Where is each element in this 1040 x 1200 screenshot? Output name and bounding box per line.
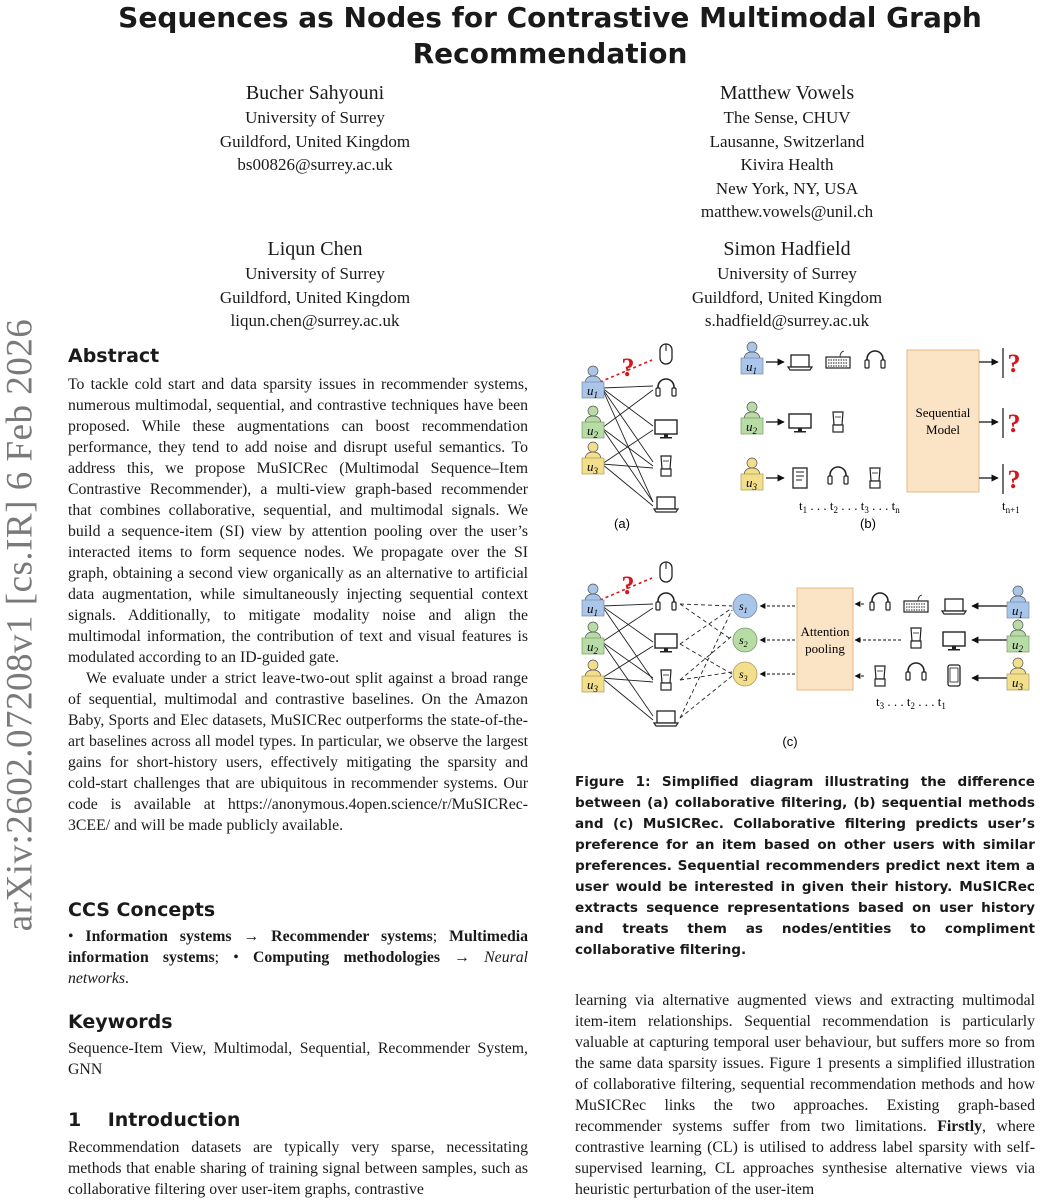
blender-icon bbox=[833, 412, 843, 432]
ccs-concepts bbox=[68, 926, 528, 989]
section-title: Introduction bbox=[107, 1109, 241, 1131]
blender-icon bbox=[661, 670, 671, 690]
keywords-heading: Keywords bbox=[68, 1011, 173, 1033]
author-email[interactable]: matthew.vowels@unil.ch bbox=[700, 202, 874, 221]
panel-label: (c) bbox=[782, 734, 798, 749]
user-label: $u_1$ bbox=[1012, 603, 1023, 620]
ccs-item: Neural networks bbox=[68, 949, 529, 987]
headphone-icon bbox=[865, 351, 885, 368]
abstract-paragraph-1: To tackle cold start and data sparsity issues in recommender systems, numerous multimodal, sequential, and contrastive techniques have been proposed. While these augmentations can boost recommendation performance, they tend to add noise and disrupt useful semantics. To address this, we propose MuSICRec (Multimodal Sequence–Item Contrastive Recommender), a multi-view graph-based recommender that combines collaborative, sequential, and multimodal signals. We build a sequence-item (SI) view by attention pooling over the user’s interacted items to form sequence nodes. We propagate over the SI graph, obtaining a second view organically as an alternative to artificial data augmentation, while simultaneously injecting sequential context signals. Additionally, to mitigate modality noise and align the multimodal information, the contribution of text and visual features is modulated according to an ID-guided gate. bbox=[68, 376, 528, 666]
panel-label: (b) bbox=[860, 516, 876, 531]
author-location: Guildford, United Kingdom bbox=[219, 131, 411, 151]
panel-b bbox=[741, 342, 1021, 531]
arxiv-stamp-text: arXiv:2602.07208v1 [cs.IR] 6 Feb 2026 bbox=[0, 318, 41, 932]
abstract-body bbox=[68, 374, 528, 836]
headphone-icon bbox=[870, 593, 890, 610]
ccs-arrow: → bbox=[454, 949, 470, 966]
blender-icon bbox=[875, 666, 885, 686]
author-affiliation: University of Surrey bbox=[717, 264, 857, 283]
author-block-1 bbox=[165, 80, 465, 177]
user-label: $u_2$ bbox=[746, 419, 757, 436]
author-block-4 bbox=[637, 236, 937, 333]
arxiv-stamp bbox=[0, 0, 40, 1200]
headphone-icon bbox=[828, 467, 848, 484]
user-icon bbox=[1010, 620, 1026, 638]
panel-a bbox=[582, 344, 678, 531]
abstract-heading: Abstract bbox=[68, 345, 160, 367]
user-icon bbox=[585, 622, 601, 640]
user-icon bbox=[1010, 658, 1026, 676]
user-icon bbox=[1010, 586, 1026, 604]
ccs-item: Multimedia information systems bbox=[68, 928, 529, 966]
question-icon bbox=[1008, 409, 1021, 438]
ccs-end: . bbox=[125, 970, 129, 987]
author-location: Guildford, United Kingdom bbox=[691, 287, 883, 307]
user-label: $u_3$ bbox=[746, 475, 757, 492]
blender-icon bbox=[870, 468, 880, 488]
author-block-3 bbox=[165, 236, 465, 333]
figure-caption: Figure 1: Simplified diagram illustrating the difference between (a) collaborative filtering, (b) sequential methods and (c) MuSICRec. Collaborative filtering predicts user’s preference for an item based on other users with similar preferences. Sequential recommenders predict next item a user would be interested in given their history. MuSICRec extracts sequence representations based on user history and treats them as nodes/entities to compliment collaborative filtering. bbox=[575, 774, 1035, 958]
headphone-icon bbox=[656, 593, 676, 610]
blender-icon bbox=[911, 628, 921, 648]
user-icon bbox=[585, 442, 601, 460]
author-email[interactable]: liqun.chen@surrey.ac.uk bbox=[230, 311, 400, 330]
monitor-icon bbox=[655, 634, 677, 653]
user-label: $u_3$ bbox=[587, 677, 598, 694]
monitor-icon bbox=[655, 420, 677, 439]
panel-c bbox=[582, 562, 1029, 749]
section-number: 1 bbox=[68, 1109, 82, 1131]
mouse-icon bbox=[660, 562, 672, 582]
user-label: $u_3$ bbox=[587, 459, 598, 476]
author-location: Guildford, United Kingdom bbox=[219, 287, 411, 307]
user-icon bbox=[744, 458, 760, 476]
monitor-icon bbox=[943, 632, 965, 651]
attention-pooling-label: Attention bbox=[800, 624, 850, 639]
user-label: $u_2$ bbox=[587, 639, 598, 656]
question-icon bbox=[622, 353, 635, 382]
user-label: $u_2$ bbox=[587, 423, 598, 440]
user-label: $u_1$ bbox=[587, 383, 598, 400]
user-icon bbox=[585, 584, 601, 602]
time-axis-c: $t_3$ . . . $t_2$ . . . $t_1$ bbox=[876, 694, 946, 711]
author-email[interactable]: s.hadfield@surrey.ac.uk bbox=[704, 311, 870, 330]
question-icon bbox=[1008, 349, 1021, 378]
intro-heading bbox=[68, 1108, 240, 1132]
ccs-bullet: • bbox=[68, 928, 74, 945]
laptop-icon bbox=[654, 711, 678, 726]
ccs-item: Information systems bbox=[85, 928, 232, 945]
author-name: Simon Hadfield bbox=[723, 238, 851, 260]
panel-label: (a) bbox=[614, 516, 630, 531]
author-affiliation: The Sense, CHUV bbox=[723, 108, 851, 127]
ccs-bullet: • bbox=[233, 949, 239, 966]
tablet-icon bbox=[793, 468, 807, 488]
ccs-separator: ; bbox=[214, 949, 220, 966]
keyboard-icon bbox=[826, 351, 850, 368]
sequence-node-label: $s_1$ bbox=[739, 599, 748, 615]
intro-left-text: Recommendation datasets are typically very sparse, necessitating methods that enable sharing of training signal between samples, such as collaborative filtering over user-item graphs, contrastive bbox=[68, 1139, 528, 1198]
author-name: Matthew Vowels bbox=[719, 82, 855, 104]
abstract-paragraph-2: We evaluate under a strict leave-two-out split against a broad range of sequential, multimodal and contrastive baselines. On the Amazon Baby, Sports and Elec datasets, MuSICRec outperforms the state-of-the-art baselines across all model types. In particular, we observe the largest gains for short-history users, effectively mitigating the sparsity and cold-start challenges that are ubiquitous in recommender systems. Our code is available at https://anonymous.4open.science/r/MuSICRec-3CEE/ and will be made publicly available. bbox=[68, 670, 528, 834]
user-icon bbox=[585, 660, 601, 678]
author-affiliation: Kivira Health bbox=[740, 155, 834, 174]
author-email[interactable]: bs00826@surrey.ac.uk bbox=[237, 155, 393, 174]
blender-icon bbox=[661, 456, 671, 476]
headphone-icon bbox=[656, 379, 676, 396]
time-next: $t_{n+1}$ bbox=[1002, 498, 1020, 515]
author-block-2 bbox=[637, 80, 937, 224]
ccs-separator: ; bbox=[432, 928, 438, 945]
ccs-item: Recommender systems bbox=[271, 928, 433, 945]
author-name: Bucher Sahyouni bbox=[245, 82, 385, 104]
sequential-model-label: Sequential bbox=[915, 405, 971, 420]
laptop-icon bbox=[654, 497, 678, 512]
user-label: $u_1$ bbox=[746, 359, 757, 376]
headphone-icon bbox=[906, 663, 926, 680]
time-axis-b: $t_1$ . . . $t_2$ . . . $t_3$ . . . $t_n$ bbox=[799, 498, 900, 515]
question-icon bbox=[622, 571, 635, 600]
question-icon bbox=[1008, 465, 1021, 494]
keywords-text: Sequence-Item View, Multimodal, Sequential, Recommender System, GNN bbox=[68, 1040, 528, 1078]
ccs-heading: CCS Concepts bbox=[68, 899, 216, 921]
monitor-icon bbox=[789, 414, 811, 433]
laptop-icon bbox=[788, 355, 812, 370]
user-label: $u_1$ bbox=[587, 601, 598, 618]
sequence-node-label: $s_3$ bbox=[739, 667, 748, 683]
sequence-node-label: $s_2$ bbox=[739, 633, 748, 649]
keyboard-icon bbox=[904, 595, 928, 612]
author-location: Lausanne, Switzerland bbox=[709, 131, 865, 151]
attention-pooling-label: pooling bbox=[805, 641, 845, 656]
laptop-icon bbox=[942, 599, 966, 614]
sequential-model-box bbox=[907, 350, 979, 492]
phone-icon bbox=[948, 665, 960, 686]
intro-emphasis: Firstly bbox=[937, 1118, 982, 1135]
user-label: $u_3$ bbox=[1012, 675, 1023, 692]
attention-pooling-box bbox=[797, 588, 853, 690]
user-icon bbox=[744, 342, 760, 360]
author-affiliation: University of Surrey bbox=[245, 108, 385, 127]
ccs-arrow: → bbox=[243, 928, 260, 945]
figure-1: ? $u_1$ $u_2$ $u_3$ (a) Sequential Model $u_1$ $u_2$ $u_3$ $t_1$ . . . $t_2$ . . . $t_3$ . . . $t_n$ $t_{n+1}$ (b) $u_1$ $u_2$ $u_3$ $s_1$ $s_2$ $s_3$ Attention pooling $u_1$ $u_2$ $u_3$ $t_3$ . . . $t_2$ . . . $t_1$ (c) bbox=[570, 338, 1037, 758]
paper-title: Sequences as Nodes for Contrastive Multimodal Graph Recommendation bbox=[118, 1, 982, 70]
author-affiliation: University of Surrey bbox=[245, 264, 385, 283]
intro-text: , where contrastive learning (CL) is utilised to address label sparsity with self-supervised learning, CL approaches synthesise alternative views via heuristic perturbation of the user-item bbox=[575, 1118, 1036, 1198]
intro-text: learning via alternative augmented views and extracting multimodal item-item relationships. Sequential recommendation is particularly valuable at capturing temporal user behaviour, but suffers more so from the same data sparsity issues. Figure 1 presents a simplified illustration of collaborative filtering, sequential recommendation methods and how MuSICRec links the two approaches. Existing graph-based recommender systems suffer from two limitations. bbox=[575, 992, 1035, 1135]
user-label: $u_2$ bbox=[1012, 637, 1023, 654]
author-name: Liqun Chen bbox=[267, 238, 363, 260]
user-icon bbox=[744, 402, 760, 420]
user-icon bbox=[585, 366, 601, 384]
mouse-icon bbox=[660, 344, 672, 364]
sequential-model-label: Model bbox=[926, 422, 960, 437]
user-icon bbox=[585, 406, 601, 424]
intro-right-text bbox=[575, 990, 1035, 1200]
ccs-item: Computing methodologies bbox=[252, 949, 440, 966]
author-location: New York, NY, USA bbox=[715, 178, 859, 198]
